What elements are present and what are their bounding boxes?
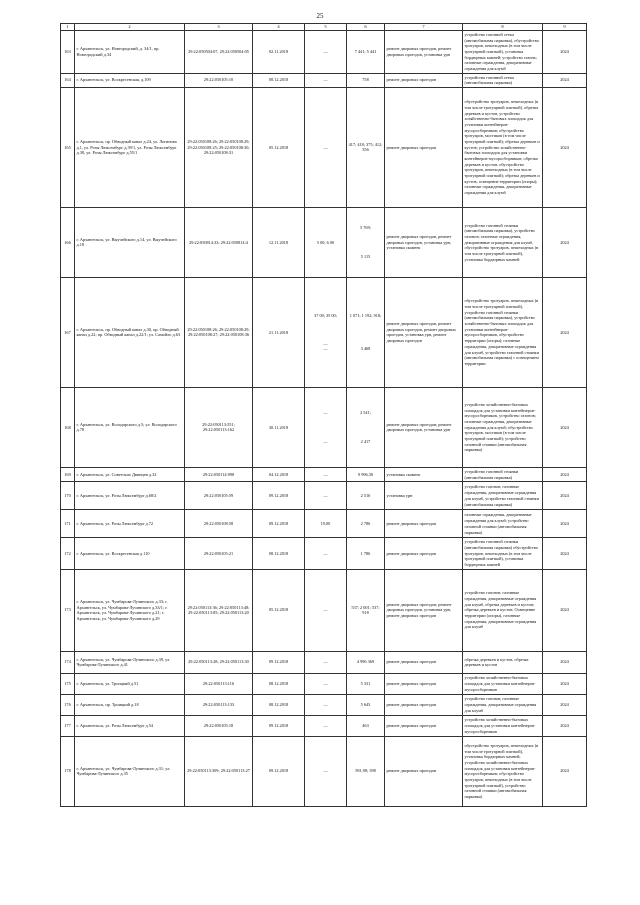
works-cell: ремонт дворовых проездов; ремонт дворовых проездов, установка урн, ремонт дворовых проездов — [385, 569, 463, 651]
table-row — [61, 277, 587, 387]
table-row — [61, 736, 587, 806]
cadastral-cell: 29:22:050814:33; 29:22:050814:4 — [185, 207, 253, 277]
year-cell: 2024 — [543, 387, 587, 467]
address-cell: г. Архангельск, ул. Советских Двинцев д.32 — [75, 467, 185, 481]
table-row — [61, 482, 587, 510]
works-cell: ремонт дворовых проездов — [385, 538, 463, 569]
date-cell: 09.12.2018 — [253, 510, 305, 538]
works-cell: ремонт дворовых проездов — [385, 87, 463, 207]
cadastral-cell: 29:22:050113:36; 29:22:050113:48; 29:22:050113:85; 29:22:050113:20 — [185, 569, 253, 651]
works-cell: ремонт дворовых проездов, ремонт дворовых проездов, установка урн — [385, 30, 463, 73]
row-number: 170 — [61, 482, 75, 510]
improvements-cell: устройство газонной сетки (автомобильная парковка) — [463, 73, 543, 87]
year-cell: 2024 — [543, 277, 587, 387]
table-row — [61, 715, 587, 736]
improvements-cell: обустройство тротуаров, пешеходных (в том числе тротуарной плиткой), обрезка деревьев и кустов, устройство хозяйственно-бытовых площадок для установки контейнеров-мусоросборников; обустройство тротуаров, мостиков (в том числе тротуарной плиткой); обрезка деревьев и кустов; устройство хозяйственно-бытовых площадок для установки контейнеров-мусоросборников; обрезка деревьев и кустов, обустройство тротуаров, пешеходных (в том числе тротуарной плиткой); обрезка деревьев и кустов, освещение территории (опоры); газонные ограждения, декоративные ограждения для клумб — [463, 87, 543, 207]
improvements-cell: устройство газонной сетки (автомобильная парковка), обустройство тротуаров, пешеходных (в том числе тротуарной плиткой), установка бордюрных камней; устройство газона; газонные ограждения, декоративные ограждения для клумб — [463, 30, 543, 73]
column5-value: — — [323, 346, 328, 352]
date-cell: 08.12.2018 — [253, 73, 305, 87]
column5-cell: — — [305, 30, 347, 73]
column-number: 9 — [543, 24, 587, 31]
row-number: 177 — [61, 715, 75, 736]
area-cell: 2 786 — [347, 510, 385, 538]
year-cell: 2024 — [543, 467, 587, 481]
column-number: 2 — [75, 24, 185, 31]
column-number: 6 — [347, 24, 385, 31]
cadastral-cell: 29:22:050105:18 — [185, 715, 253, 736]
improvements-cell: устройство газонов; газонные ограждения, декоративные ограждения для клумб, обрезка деревьев и кустов; обрезка деревьев и кустов; Освещение территории (опоры), газонные ограждения, декоративные ограждения для клумб — [463, 569, 543, 651]
year-cell: 2024 — [543, 510, 587, 538]
cadastral-cell: 29:22:050108:26; 29:22:050108:29; 29:22:050108:25; 29:22:050108:30; 29:22:050108:31 — [185, 87, 253, 207]
address-cell: г. Архангельск, ул. Воскресенская, д.109 — [75, 73, 185, 87]
column5-value: — — [323, 340, 328, 346]
date-cell: 05.12.2018 — [253, 87, 305, 207]
registry-table — [60, 23, 587, 807]
column5-cell: — — [305, 715, 347, 736]
area-cell: 417; 418; 375; 412; 356 — [347, 87, 385, 207]
row-number: 171 — [61, 510, 75, 538]
row-number: 163 — [61, 30, 75, 73]
address-cell: г. Архангельск, ул. Чумбарова-Лучинского д.39, ул. Чумбарова-Лучинского д.41 — [75, 651, 185, 673]
column-number-row — [61, 24, 587, 31]
table-row — [61, 694, 587, 715]
year-cell: 2024 — [543, 207, 587, 277]
improvements-cell: устройство газонной стоянки (автомобильная парковка), устройство газонов; газонные ограждения, декоративные ограждения для клумб, обустройство тротуаров, пешеходных (в том числе тротуарной плиткой), установка бордюрных камней — [463, 207, 543, 277]
cadastral-cell: 29:22:050105:21 — [185, 538, 253, 569]
row-number: 178 — [61, 736, 75, 806]
date-cell: 02.11.2018 — [253, 30, 305, 73]
address-cell: г. Архангельск, ул. Троицкий д.51 — [75, 673, 185, 694]
works-cell: ремонт дворовых проездов — [385, 736, 463, 806]
address-cell: г. Архангельск, ул. Выучейского д.14, ул. Выучейского д.18 — [75, 207, 185, 277]
address-cell: г. Архангельск, ул. Чумбарова-Лучинского д.31; ул. Чумбарова-Лучинского д.35 — [75, 736, 185, 806]
row-number: 164 — [61, 73, 75, 87]
row-number: 176 — [61, 694, 75, 715]
works-cell: ремонт дворовых проездов, ремонт дворовых проездов, установка урн, установка скамеек — [385, 207, 463, 277]
area-cell: 537; 2 001; 537; 918 — [347, 569, 385, 651]
year-cell: 2024 — [543, 30, 587, 73]
area-cell: 758 — [347, 73, 385, 87]
address-cell: г. Архангельск, пр. Обводный канал д.24, ул. Логинова д.1, ул. Розы Люксембург д.39/1, ул. Розы Люксембург д.38, ул. Розы Люксембург д.55/1 — [75, 87, 185, 207]
area-cell: 9 996,30 — [347, 467, 385, 481]
works-cell: ремонт дворовых проездов — [385, 673, 463, 694]
works-cell: ремонт дворовых проездов — [385, 694, 463, 715]
year-cell: 2024 — [543, 673, 587, 694]
column-number: 4 — [253, 24, 305, 31]
date-cell: 08.12.2018 — [253, 538, 305, 569]
area-cell: 463 — [347, 715, 385, 736]
area-cell — [347, 387, 385, 467]
date-cell: 30.11.2018 — [253, 387, 305, 467]
column5-value: 37 00; 35 00; — [314, 312, 337, 318]
row-number: 174 — [61, 651, 75, 673]
row-number: 175 — [61, 673, 75, 694]
address-cell: г. Архангельск, пр. Обводный канал д.30, пр. Обводный канал д.22; пр. Обводный канал д.22/1; ул. Самойло д.63 — [75, 277, 185, 387]
table-row — [61, 651, 587, 673]
works-cell: ремонт дворовых проездов, ремонт дворовых проездов, ремонт дворовых проездов, установка урн, ремонт дворовых проездов — [385, 277, 463, 387]
area-value: 5 115 — [360, 254, 371, 260]
cadastral-cell: 29:22:050105:10 — [185, 73, 253, 87]
cadastral-cell: 29:22:050113:116 — [185, 673, 253, 694]
column5-cell — [305, 387, 347, 467]
column5-cell — [305, 277, 347, 387]
year-cell: 2024 — [543, 694, 587, 715]
column5-cell: 5 00; 6 00 — [305, 207, 347, 277]
table-row — [61, 87, 587, 207]
date-cell: 08.12.2018 — [253, 694, 305, 715]
improvements-cell: газонные ограждения, декоративные ограждения для клумб; устройство газонной стоянки (автомобильная парковка) — [463, 510, 543, 538]
column5-cell: — — [305, 569, 347, 651]
row-number: 168 — [61, 387, 75, 467]
area-cell — [347, 277, 385, 387]
improvements-cell: устройство газонов; газонные ограждения, декоративные ограждения для клумб, устройство газонной стоянки (автомобильная парковка) — [463, 482, 543, 510]
cadastral-cell: 29:22:050113:309; 29:22:050113:27 — [185, 736, 253, 806]
cadastral-cell: 29:22:050504:07, 29:22:050504:05 — [185, 30, 253, 73]
area-value: 1 071; 1 192; 918; — [349, 312, 382, 318]
area-value: 5 769; — [360, 224, 371, 230]
address-cell: г. Архангельск, ул. Чумбарова-Лучинского д.33; г. Архангельск, ул. Чумбарова-Лучинского д.33/1; г. Архангельск, ул. Чумбарова-Лучинского д.21; г. Архангельск, ул. Чумбарова-Лучинского д.29 — [75, 569, 185, 651]
cadastral-cell: 29:22:050114:998 — [185, 467, 253, 481]
table-row — [61, 569, 587, 651]
address-cell: г. Архангельск, ул. Розы Люксембург д.68/2 — [75, 482, 185, 510]
column5-cell: — — [305, 651, 347, 673]
year-cell: 2024 — [543, 73, 587, 87]
row-number: 167 — [61, 277, 75, 387]
improvements-cell: обустройство тротуаров, пешеходных (в том числе тротуарной плиткой), устройство газонной стоянки (автомобильная парковка), устройство хозяйственно-бытовых площадок для установки контейнеров-мусоросборников, обустройство территории (опоры); газонные ограждения, декоративные ограждения для клумб, устройство газонной стоянки (автомобильная парковка) с освещением территории — [463, 277, 543, 387]
improvements-cell: устройство хозяйственно-бытовых площадок для установки контейнеров-мусоросборников, устройство газонов; газонные ограждения, декоративные ограждения для клумб; обустройство тротуаров, мостиков (в том числе тротуарной плиткой); устройство газонной стоянки (автомобильная парковка) — [463, 387, 543, 467]
table-row — [61, 538, 587, 569]
row-number: 173 — [61, 569, 75, 651]
year-cell: 2024 — [543, 715, 587, 736]
column5-cell: — — [305, 87, 347, 207]
year-cell: 2024 — [543, 569, 587, 651]
address-cell: г. Архангельск, ул. Володарского д.5; ул. Володарского д.78 — [75, 387, 185, 467]
area-cell: 4 996 369 — [347, 651, 385, 673]
table-row — [61, 387, 587, 467]
column-number: 3 — [185, 24, 253, 31]
row-number: 165 — [61, 87, 75, 207]
page-number: 25 — [316, 12, 324, 20]
column5-cell: — — [305, 538, 347, 569]
cadastral-cell: 29:22:050113:551; 29:22:050113:162 — [185, 387, 253, 467]
table-row — [61, 30, 587, 73]
works-cell: установка урн — [385, 482, 463, 510]
improvements-cell: обрезка деревьев и кустов, обрезка деревьев и кустов — [463, 651, 543, 673]
area-cell: 5 643 — [347, 694, 385, 715]
column5-cell: — — [305, 482, 347, 510]
area-cell: 1 786 — [347, 538, 385, 569]
date-cell: 09.12.2018 — [253, 651, 305, 673]
improvements-cell: обустройство тротуаров, пешеходных (в том числе тротуарной плиткой), установка бордюрных камней; устройство хозяйственно-бытовых площадок для установки контейнеров-мусоросборников; обустройство тротуаров, пешеходных (в том числе тротуарной плиткой), устройство газонной стоянки (автомобильная парковка) — [463, 736, 543, 806]
column-number: 7 — [385, 24, 463, 31]
works-cell: ремонт дворовых проездов — [385, 510, 463, 538]
column-number: 8 — [463, 24, 543, 31]
column-number: 1 — [61, 24, 75, 31]
table-row — [61, 467, 587, 481]
works-cell: установка скамеек — [385, 467, 463, 481]
year-cell: 2024 — [543, 736, 587, 806]
area-cell: 7 441; 5 441 — [347, 30, 385, 73]
area-value: 3 468 — [360, 346, 371, 352]
column5-cell: — — [305, 73, 347, 87]
address-cell: г. Архангельск, ул. Новгородский, д. 34/1, пр. Новгородский д.34 — [75, 30, 185, 73]
date-cell: 08.12.2018 — [253, 673, 305, 694]
table-row — [61, 510, 587, 538]
date-cell: 09.12.2018 — [253, 736, 305, 806]
works-cell: ремонт дворовых проездов — [385, 715, 463, 736]
column-number: 5 — [305, 24, 347, 31]
improvements-cell: устройство хозяйственно-бытовых площадок для установки контейнеров-мусоросборников — [463, 673, 543, 694]
area-value: 2 541; — [360, 409, 371, 415]
address-cell: г. Архангельск, ул. Розы Люксембург д.54 — [75, 715, 185, 736]
works-cell: ремонт дворовых проездов; ремонт дворовых проездов, установка урн — [385, 387, 463, 467]
cadastral-cell: 29:22:050108:58 — [185, 510, 253, 538]
column5-cell: — — [305, 736, 347, 806]
date-cell: 05.12.2018 — [253, 569, 305, 651]
year-cell: 2024 — [543, 482, 587, 510]
works-cell: ремонт дворовых проездов — [385, 651, 463, 673]
area-cell — [347, 207, 385, 277]
improvements-cell: устройство хозяйственно-бытовых площадок для установки контейнеров-мусоросборников — [463, 715, 543, 736]
date-cell: 21.11.2018 — [253, 277, 305, 387]
date-cell: 04.12.2018 — [253, 467, 305, 481]
registry-body — [61, 24, 587, 807]
address-cell: г. Архангельск, ул. Розы Люксембург д.72 — [75, 510, 185, 538]
cadastral-cell: 29:22:050108:26; 29:22:050108:29; 29:22:050108:27; 29:22:050108:36 — [185, 277, 253, 387]
year-cell: 2024 — [543, 87, 587, 207]
date-cell: 09.12.2018 — [253, 482, 305, 510]
area-cell: 2 516 — [347, 482, 385, 510]
works-cell: ремонт дворовых проездов — [385, 73, 463, 87]
date-cell: 12.11.2018 — [253, 207, 305, 277]
column5-value: — — [323, 439, 328, 445]
table-row — [61, 207, 587, 277]
column5-cell: — — [305, 467, 347, 481]
cadastral-cell: 29:22:050113:133 — [185, 694, 253, 715]
table-row — [61, 73, 587, 87]
area-value: 2 417 — [360, 439, 371, 445]
area-cell: 581,98; 398 — [347, 736, 385, 806]
cadastral-cell: 29:22:050113:28; 29:22:050113:30 — [185, 651, 253, 673]
row-number: 166 — [61, 207, 75, 277]
improvements-cell: устройство газонов; газонные ограждения, декоративные ограждения для клумб — [463, 694, 543, 715]
date-cell: 09.12.2018 — [253, 715, 305, 736]
address-cell: г. Архангельск, ул. Воскресенская д.110 — [75, 538, 185, 569]
year-cell: 2024 — [543, 651, 587, 673]
area-cell: 5 331 — [347, 673, 385, 694]
column5-cell: 19,00 — [305, 510, 347, 538]
improvements-cell: устройство газонной стоянки (автомобильная парковка) обустройство тротуаров, пешеходных (в том числе тротуарной плиткой), установка бордюрных камней — [463, 538, 543, 569]
cadastral-cell: 29:22:050105:59 — [185, 482, 253, 510]
row-number: 172 — [61, 538, 75, 569]
column5-cell: — — [305, 694, 347, 715]
address-cell: г. Архангельск, пр. Троицкий д.18 — [75, 694, 185, 715]
column5-value: — — [323, 409, 328, 415]
year-cell: 2024 — [543, 538, 587, 569]
row-number: 169 — [61, 467, 75, 481]
column5-cell: — — [305, 673, 347, 694]
improvements-cell: устройство газонной стоянки (автомобильная парковка) — [463, 467, 543, 481]
table-row — [61, 673, 587, 694]
